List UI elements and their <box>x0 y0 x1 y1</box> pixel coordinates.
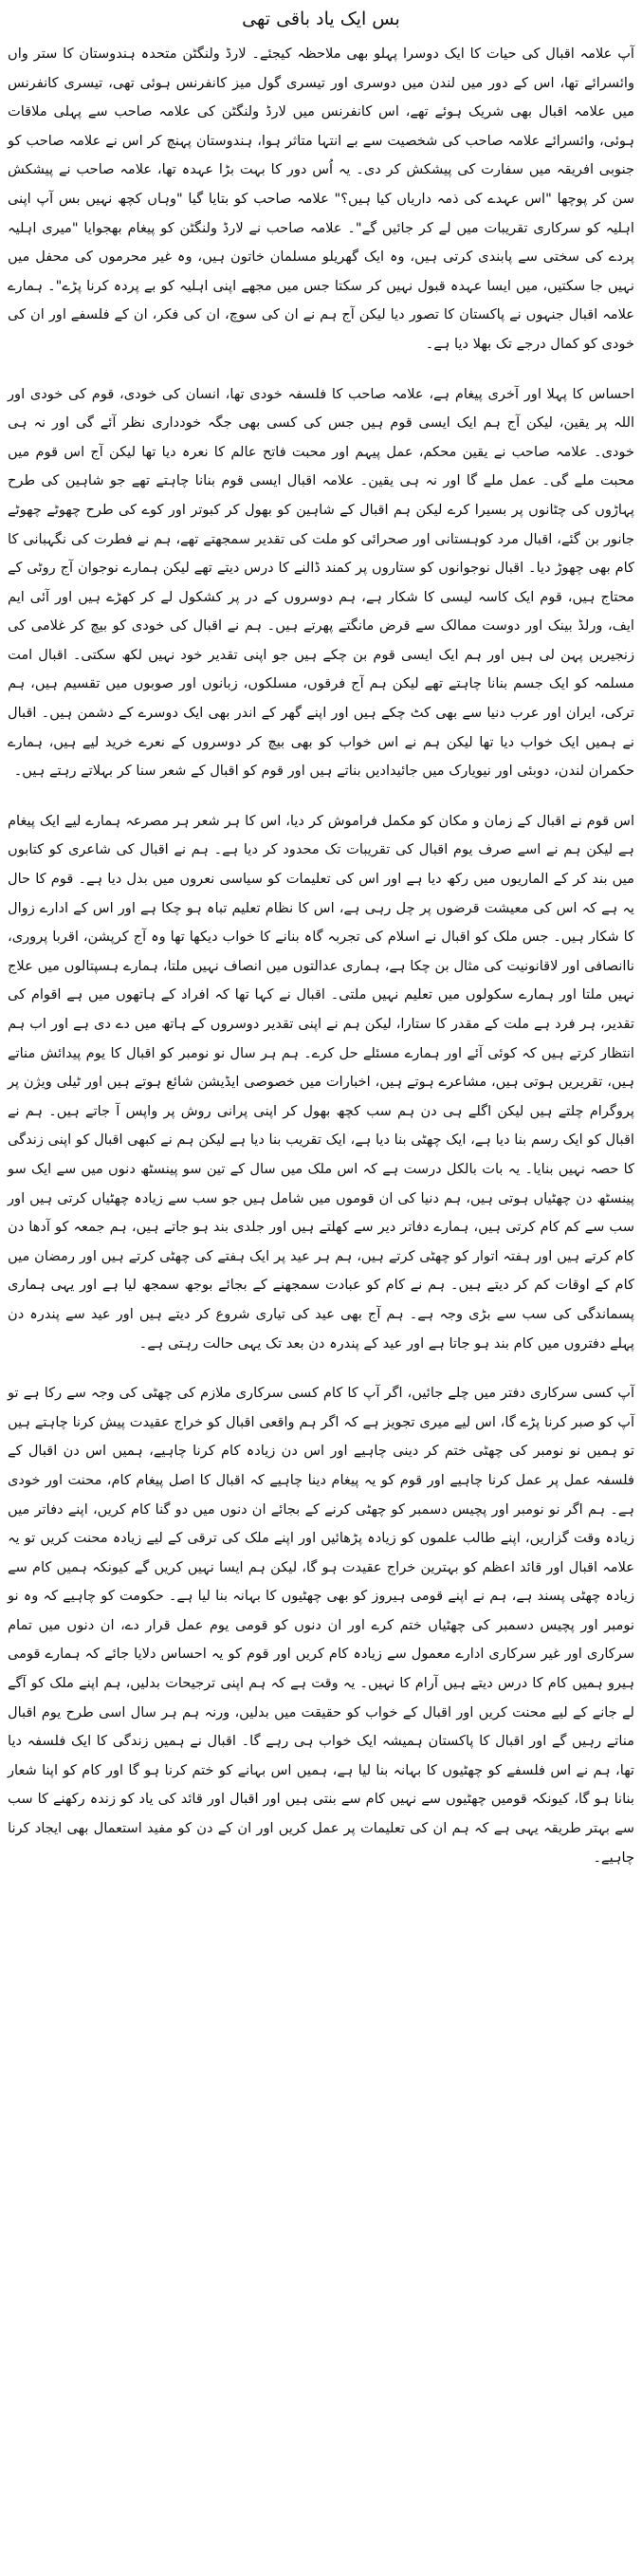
article-paragraph: احساس کا پہلا اور آخری پیغام ہے، علامہ صاحب کا فلسفہ خودی تھا، انسان کی خودی، قوم کی خودی اور اللہ پر یقین، لیکن آج ہم ایک ایسی قوم ہیں جس کی کسی بھی جگہ خودداری نظر آئے گی اور نہ ہی خودی۔ علامہ صاحب نے یقین محکم، عمل پیہم اور محبت فاتح عالم کا نعرہ دیا تھا لیکن آج اس قوم میں محبت ملے گی۔ عمل ملے گا اور نہ ہی یقین۔ علامہ اقبال ایسی قوم بنانا چاہتے تھے جو شاہین کی طرح پہاڑوں کی چٹانوں پر بسیرا کرے لیکن ہم اقبال کے شاہین کو بھول کر کبوتر اور کوے کی طرح چھوٹے چھوٹے جانور بن گئے، اقبال مرد کوہستانی اور صحرائی کو ملت کی تقدیر سمجھتے تھے، ہم نے فطرت کی نگہبانی کا کام بھی چھوڑ دیا۔ اقبال نوجوانوں کو ستاروں پر کمند ڈالنے کا درس دیتے تھے لیکن ہمارے نوجوان آج روٹی کے محتاج ہیں، قوم ایک کاسہ لیسی کا شکار ہے، ہم دوسروں کے در پر کشکول لے کر کھڑے ہیں اور آئی ایم ایف، ورلڈ بینک اور دوست ممالک سے قرض مانگتے پھرتے ہیں۔ ہم نے اقبال کی خودی کو بیچ کر غلامی کی زنجیریں پہن لی ہیں اور ہم ایک ایسی قوم بن چکے ہیں جو اپنی تقدیر خود نہیں لکھ سکتی۔ اقبال امت مسلمہ کو ایک جسم بنانا چاہتے تھے لیکن ہم آج فرقوں، مسلکوں، زبانوں اور صوبوں میں تقسیم ہیں، ہم ترکی، ایران اور عرب دنیا سے بھی کٹ چکے ہیں اور اپنے گھر کے اندر بھی ایک دوسرے کے دشمن ہیں۔ اقبال نے ہمیں ایک خواب دیا تھا لیکن ہم نے اس خواب کو بھی بیچ کر دوسروں کے نعرے خرید لیے ہیں، ہمارے حکمران لندن، دوبئی اور نیویارک میں جائیدادیں بناتے ہیں اور قوم کو اقبال کے شعر سنا کر بہلاتے رہتے ہیں۔ <box>8 385 634 780</box>
article-title: بس ایک یاد باقی تھی <box>242 9 400 29</box>
article-paragraph: اس قوم نے اقبال کے زمان و مکان کو مکمل فراموش کر دیا، اس کا ہر شعر ہر مصرعہ ہمارے لیے ایک پیغام ہے لیکن ہم نے اسے صرف یوم اقبال کی تقریبات تک محدود کر دیا ہے۔ ہم نے اقبال کی شاعری کو کتابوں میں بند کر کے الماریوں میں رکھ دیا ہے اور اس کی تعلیمات کو سیاسی نعروں میں بدل دیا ہے۔ قوم کا حال یہ ہے کہ اس کی معیشت قرضوں پر چل رہی ہے، اس کا نظام تعلیم تباہ ہو چکا ہے اور اس کے ادارے زوال کا شکار ہیں۔ جس ملک کو اقبال نے اسلام کی تجربہ گاہ بنانے کا خواب دیکھا تھا وہ آج کرپشن، اقربا پروری، ناانصافی اور لاقانونیت کی مثال بن چکا ہے، ہماری عدالتوں میں انصاف نہیں ملتا، ہمارے ہسپتالوں میں علاج نہیں ملتا اور ہمارے سکولوں میں تعلیم نہیں ملتی۔ اقبال نے کہا تھا کہ افراد کے ہاتھوں میں ہے اقوام کی تقدیر، ہر فرد ہے ملت کے مقدر کا ستارا، لیکن ہم نے اپنی تقدیر دوسروں کے ہاتھ میں دے دی ہے اور اب ہم انتظار کرتے ہیں کہ کوئی آئے اور ہمارے مسئلے حل کرے۔ ہم ہر سال نو نومبر کو اقبال کا یوم پیدائش مناتے ہیں، تقریریں ہوتی ہیں، مشاعرے ہوتے ہیں، اخبارات میں خصوصی ایڈیشن شائع ہوتے ہیں اور ٹیلی ویژن پر پروگرام چلتے ہیں لیکن اگلے ہی دن ہم سب کچھ بھول کر اپنی پرانی روش پر واپس آ جاتے ہیں۔ ہم نے اقبال کو ایک رسم بنا دیا ہے، ایک چھٹی بنا دیا ہے، ایک تقریب بنا دیا ہے لیکن ہم نے کبھی اقبال کو اپنی زندگی کا حصہ نہیں بنایا۔ یہ بات بالکل درست ہے کہ اس ملک میں سال کے تین سو پینسٹھ دنوں میں سے ایک سو پینسٹھ دن چھٹیاں ہوتی ہیں، ہم دنیا کی ان قوموں میں شامل ہیں جو سب سے زیادہ چھٹیاں کرتی ہیں اور سب سے کم کام کرتی ہیں، ہمارے دفاتر دیر سے کھلتے ہیں اور جلدی بند ہو جاتے ہیں، ہم جمعہ کو آدھا دن کام کرتے ہیں اور ہفتہ اتوار کو چھٹی کرتے ہیں، ہم ہر عید پر ایک ہفتے کی چھٹی کرتے ہیں اور رمضان میں کام کے اوقات کم کر دیتے ہیں۔ ہم نے کام کو عبادت سمجھنے کے بجائے بوجھ سمجھ لیا ہے اور یہی ہماری پسماندگی کی سب سے بڑی وجہ ہے۔ ہم آج بھی عید کی تیاری شروع کر دیتے ہیں اور عید سے پندرہ دن پہلے دفتروں میں کام بند ہو جاتا ہے اور عید کے پندرہ دن بعد تک یہی حالت رہتی ہے۔ <box>8 812 634 1352</box>
article-paragraph: آپ کسی سرکاری دفتر میں چلے جائیں، اگر آپ کا کام کسی سرکاری ملازم کی چھٹی کی وجہ سے رکا ہے تو آپ کو صبر کرنا پڑے گا، اس لیے میری تجویز ہے کہ اگر ہم واقعی اقبال کو خراج عقیدت پیش کرنا چاہتے ہیں تو ہمیں نو نومبر کی چھٹی ختم کر دینی چاہیے اور اس دن زیادہ کام کرنا چاہیے، ہمیں اس دن اقبال کے فلسفہ عمل پر عمل کرنا چاہیے اور قوم کو یہ پیغام دینا چاہیے کہ اقبال کا اصل پیغام کام، محنت اور خودی ہے۔ ہم اگر نو نومبر اور پچیس دسمبر کو چھٹی کرنے کے بجائے ان دنوں میں دو گنا کام کریں، اپنے دفاتر میں زیادہ وقت گزاریں، اپنے طالب علموں کو زیادہ پڑھائیں اور اپنے ملک کی ترقی کے لیے زیادہ محنت کریں تو یہ علامہ اقبال اور قائد اعظم کو بہترین خراج عقیدت ہو گا، لیکن ہم ایسا نہیں کریں گے کیونکہ ہمیں کام سے زیادہ چھٹی پسند ہے، ہم نے اپنے قومی ہیروز کو بھی چھٹیوں کا بہانہ بنا لیا ہے۔ حکومت کو چاہیے کہ وہ نو نومبر اور پچیس دسمبر کی چھٹیاں ختم کرے اور ان دنوں کو قومی یوم عمل قرار دے، ان دنوں میں تمام سرکاری اور غیر سرکاری ادارے معمول سے زیادہ کام کریں اور قوم کو یہ احساس دلایا جائے کہ ہمارے قومی ہیرو ہمیں کام کا درس دیتے ہیں آرام کا نہیں۔ یہ وقت ہے کہ ہم اپنی ترجیحات بدلیں، ہم اپنے ملک کو آگے لے جانے کے لیے محنت کریں اور اقبال کے خواب کو حقیقت میں بدلیں، ورنہ ہم ہر سال اسی طرح یوم اقبال مناتے رہیں گے اور اقبال کا پاکستان ہمیشہ ایک خواب ہی رہے گا۔ اقبال نے ہمیں زندگی کا ایک فلسفہ دیا تھا، ہم نے اس فلسفے کو چھٹیوں کا بہانہ بنا لیا ہے، ہمیں اس بہانے کو ختم کرنا ہو گا اور کام کو اپنا شعار بنانا ہو گا، کیونکہ قومیں چھٹیوں سے نہیں کام سے بنتی ہیں اور اقبال اور قائد کی یاد کو زندہ رکھنے کا سب سے بہتر طریقہ یہی ہے کہ ہم ان کی تعلیمات پر عمل کریں اور ان کے دن کو مفید استعمال بھی ایجاد کرنا چاہیے۔ <box>8 1385 634 1866</box>
column-article <box>8 6 634 1893</box>
article-paragraph: آپ علامہ اقبال کی حیات کا ایک دوسرا پہلو بھی ملاحظہ کیجئے۔ لارڈ ولنگٹن متحدہ ہندوستان کا ستر واں وائسرائے تھا، اس کے دور میں لندن میں دوسری اور تیسری گول میز کانفرنس ہوئی تھی، تیسری کانفرنس میں علامہ اقبال بھی شریک ہوئے تھے، اس کانفرنس میں لارڈ ولنگٹن کی علامہ صاحب سے پہلی ملاقات ہوئی، وائسرائے علامہ صاحب کی شخصیت سے بے انتہا متاثر ہوا، ہندوستان پہنچ کر اس نے علامہ صاحب کو جنوبی افریقہ میں سفارت کی پیشکش کر دی۔ یہ اُس دور کا بہت بڑا عہدہ تھا، علامہ صاحب نے پیشکش سن کر پوچھا "اس عہدے کی ذمہ داریاں کیا ہیں؟" علامہ صاحب کو بتایا گیا "وہاں کچھ نہیں بس آپ اپنی اہلیہ کو سرکاری تقریبات میں لے کر جائیں گے"۔ علامہ صاحب نے لارڈ ولنگٹن کو پیغام بھجوایا "میری اہلیہ پردے کی سختی سے پابندی کرتی ہیں، وہ ایک گھریلو مسلمان خاتون ہیں، وہ غیر محرموں کی محفل میں نہیں جا سکتیں، میں ایسا عہدہ قبول نہیں کر سکتا جس میں مجھے اپنی اہلیہ کو بے پردہ کرنا پڑے"۔ ہمارے علامہ اقبال جنہوں نے پاکستان کا تصور دیا لیکن آج ہم نے ان کی سوچ، ان کی فکر، ان کے فلسفے اور ان کی خودی کو کمال درجے تک بھلا دیا ہے۔ <box>8 46 634 352</box>
